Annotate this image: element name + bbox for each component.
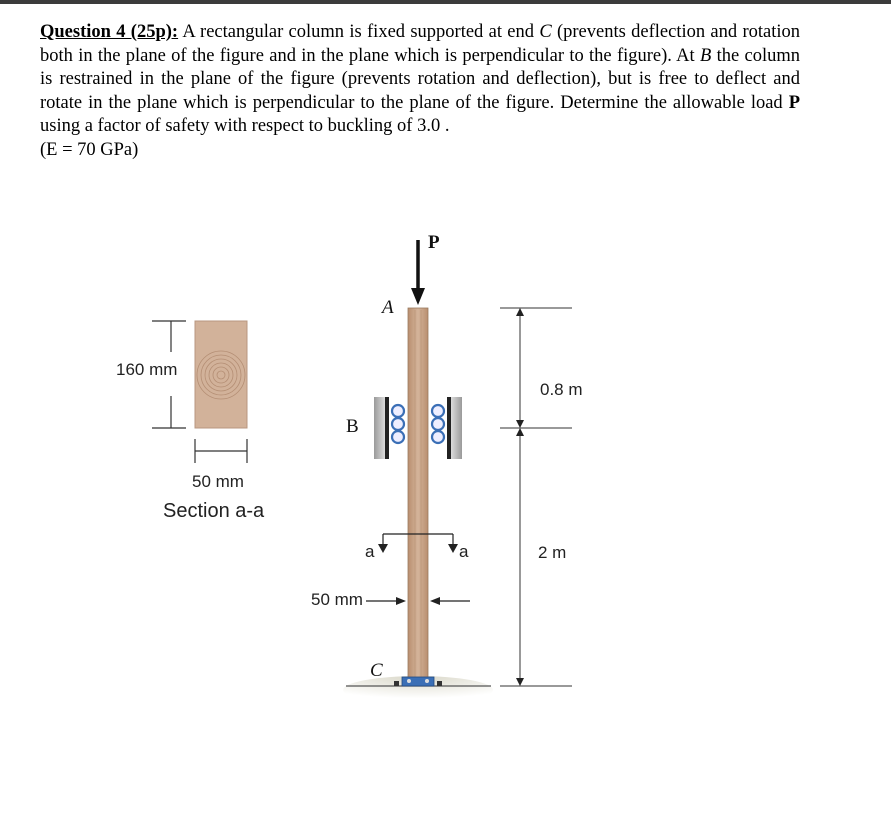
section-caption: Section a-a	[163, 500, 265, 522]
point-b-ref: B	[699, 45, 712, 66]
section-height-label: 160 mm	[116, 360, 178, 379]
dim-upper-label: 0.8 m	[540, 380, 583, 399]
point-b-label: B	[346, 416, 359, 437]
modulus-text: (E = 70 GPa)	[40, 139, 139, 160]
load-ref: P	[788, 92, 800, 113]
load-label: P	[428, 232, 440, 253]
text-line2: the column is restrained in the plane of the figure (prevents rotation and deflection), but is free to deflect and rotate in the plane which is perpendicular to the plane of the figure. Determine the allowable load	[40, 45, 800, 113]
section-mark-left: a	[365, 542, 375, 561]
point-c-ref: C	[539, 22, 552, 42]
length-dimensions	[500, 308, 572, 686]
dim-lower-label: 2 m	[538, 543, 567, 562]
text-line3: using a factor of safety with respect to buckling of 3.0 .	[40, 116, 450, 136]
column-shaft	[408, 308, 428, 681]
column-width-label: 50 mm	[311, 590, 363, 609]
text-line1: A rectangular column is fixed supported at end	[178, 22, 540, 42]
load-arrow	[411, 240, 425, 305]
point-c-label: C	[370, 660, 383, 681]
section-width-label: 50 mm	[192, 472, 244, 491]
point-a-label: A	[382, 297, 394, 318]
cross-section-rect	[195, 321, 247, 428]
cross-section	[152, 321, 247, 463]
text-line1b: (prevents deflection and rotation both in the plane of the figure and in the plane which is perpendicular to the figure). At	[40, 22, 800, 66]
section-mark-right: a	[459, 542, 469, 561]
question-heading: Question 4 (25p):	[40, 22, 179, 42]
